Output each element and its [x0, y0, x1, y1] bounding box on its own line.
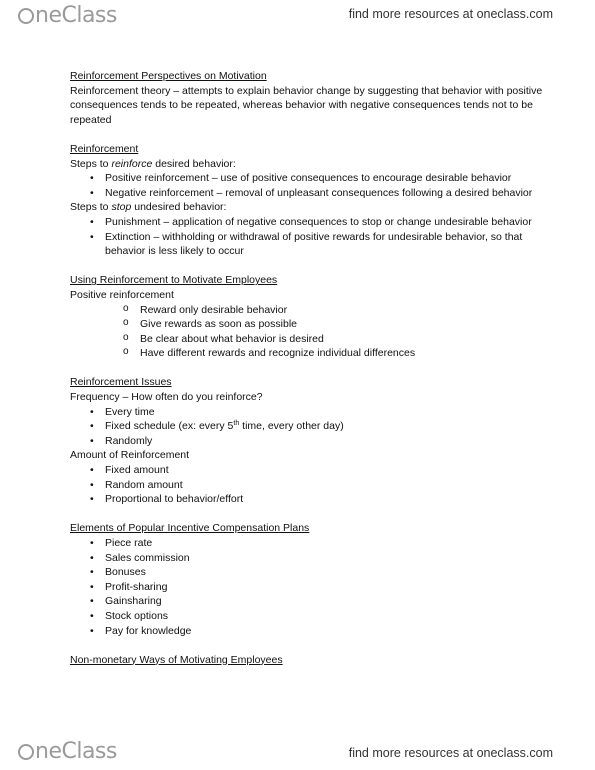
section-non-monetary [70, 653, 550, 668]
list-item: • Random amount [70, 478, 550, 493]
list-item: • Extinction – withholding or withdrawal of positive rewards for undesirable behavior, so that behavior is less likely to occur [70, 230, 550, 259]
fixed-schedule-post: time, every other day) [239, 420, 344, 433]
header-resources-link[interactable]: find more resources at oneclass.com [348, 7, 553, 21]
frequency-list [70, 405, 550, 449]
reinforce-list [70, 171, 550, 200]
logo-o-icon [18, 744, 34, 760]
logo-o-icon [18, 8, 34, 24]
section-incentive-plans [70, 521, 550, 638]
heading-reinforcement-issues: Reinforcement Issues [70, 376, 172, 389]
steps-stop-label [70, 200, 550, 215]
list-item: • Piece rate [70, 536, 550, 551]
list-item: • Fixed amount [70, 463, 550, 478]
incentive-list [70, 536, 550, 638]
document-body [70, 69, 550, 667]
heading-reinforcement: Reinforcement [70, 142, 139, 155]
list-item: o Have different rewards and recognize individual differences [70, 346, 550, 361]
list-item: • Profit-sharing [70, 580, 550, 595]
positive-reinforcement-list [70, 303, 550, 361]
steps-reinforce-em: reinforce [111, 157, 153, 170]
list-item: o Give rewards as soon as possible [70, 317, 550, 332]
section-reinforcement-issues [70, 375, 550, 506]
list-item [70, 419, 550, 434]
section-reinforcement [70, 142, 550, 259]
list-item: • Stock options [70, 609, 550, 624]
list-item: o Reward only desirable behavior [70, 303, 550, 318]
list-item: • Bonuses [70, 565, 550, 580]
logo-text: neClass [35, 739, 117, 764]
list-item: • Negative reinforcement – removal of unpleasant consequences following a desired behavior [70, 186, 550, 201]
oneclass-logo [18, 3, 117, 28]
list-item: o Be clear about what behavior is desired [70, 332, 550, 347]
section-perspectives [70, 69, 550, 127]
steps-reinforce-post: desired behavior: [152, 157, 236, 170]
steps-reinforce-pre: Steps to [70, 157, 112, 170]
oneclass-logo-footer [18, 739, 117, 764]
list-item: • Sales commission [70, 551, 550, 566]
fixed-schedule-sup: th [233, 420, 240, 428]
reinforcement-theory-text: Reinforcement theory – attempts to explain behavior change by suggesting that behavior with positive consequences tends to be repeated, whereas behavior with negative consequences tends not to be repeated [70, 84, 543, 126]
steps-stop-post: undesired behavior: [131, 201, 227, 214]
steps-stop-pre: Steps to [70, 201, 112, 214]
amount-label: Amount of Reinforcement [70, 449, 190, 462]
heading-perspectives: Reinforcement Perspectives on Motivation [70, 70, 267, 82]
amount-list [70, 463, 550, 507]
heading-incentive-plans: Elements of Popular Incentive Compensation Plans [70, 522, 310, 535]
list-item: • Gainsharing [70, 594, 550, 609]
heading-using-reinforcement: Using Reinforcement to Motivate Employees [70, 274, 278, 287]
section-using-reinforcement [70, 273, 550, 361]
fixed-schedule-pre: Fixed schedule (ex: every 5 [105, 420, 234, 433]
steps-reinforce-label [70, 157, 550, 172]
positive-reinforcement-label: Positive reinforcement [70, 288, 174, 301]
heading-non-monetary: Non-monetary Ways of Motivating Employees [70, 653, 283, 666]
list-item: • Positive reinforcement – use of positive consequences to encourage desirable behavior [70, 171, 550, 186]
list-item: • Pay for knowledge [70, 624, 550, 639]
footer-resources-link[interactable]: find more resources at oneclass.com [348, 746, 553, 760]
stop-list [70, 215, 550, 259]
list-item: • Proportional to behavior/effort [70, 492, 550, 507]
list-item: • Every time [70, 405, 550, 420]
list-item: • Punishment – application of negative consequences to stop or change undesirable behavior [70, 215, 550, 230]
list-item: • Randomly [70, 434, 550, 449]
steps-stop-em: stop [111, 201, 132, 214]
logo-text: neClass [35, 3, 117, 28]
frequency-label: Frequency – How often do you reinforce? [70, 391, 263, 404]
